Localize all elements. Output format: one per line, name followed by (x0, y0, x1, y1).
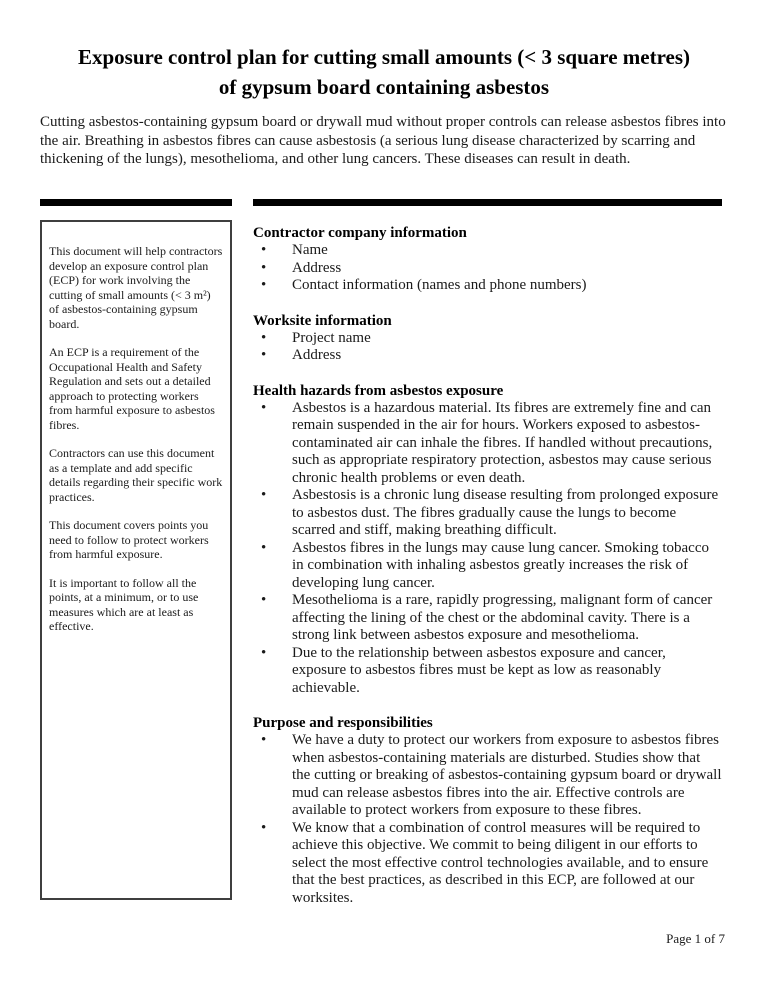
content-section (253, 714, 722, 907)
bullet-item: • Name (253, 242, 722, 260)
bullet-item: • We know that a combination of control measures will be required to achieve this objective. We commit to being diligent in our efforts to select the most effective control technologies available, and to ensure that the best practices, as described in this ECP, are followed at our worksites. (253, 820, 722, 908)
sidebar-paragraph: This document will help contractors develop an exposure control plan (ECP) for work involving the cutting of small amounts (< 3 m²) of asbestos-containing gypsum board. (49, 244, 223, 331)
content-section (253, 382, 722, 698)
sidebar-column (40, 199, 232, 900)
bullet-item: • Project name (253, 330, 722, 348)
bullet-item: • Asbestos fibres in the lungs may cause lung cancer. Smoking tobacco in combination with inhaling asbestos greatly increases the risk of developing lung cancer. (253, 540, 722, 593)
left-divider-bar (40, 199, 232, 206)
sidebar-paragraph: This document covers points you need to follow to protect workers from harmful exposure. (49, 518, 209, 561)
right-divider-bar (253, 199, 722, 206)
bullet-item: • Address (253, 347, 722, 365)
section-heading: Health hazards from asbestos exposure (253, 382, 504, 399)
sidebar-box (40, 220, 232, 900)
content-section (253, 224, 722, 295)
bullet-item: • Contact information (names and phone numbers) (253, 277, 722, 295)
bullet-list (253, 732, 722, 907)
bullet-list (253, 400, 722, 698)
section-heading: Contractor company information (253, 225, 467, 241)
intro-paragraph: Cutting asbestos-containing gypsum board or drywall mud without proper controls can release asbestos fibres into the air. Breathing in asbestos fibres can cause asbestosis (a serious lung disease characterized by scarring and thickening of the lungs), mesothelioma, and other lung cancers. These diseases can result in death. (40, 114, 726, 167)
bullet-item: • Asbestos is a hazardous material. Its fibres are extremely fine and can remain suspended in the air for hours. Workers exposed to asbestos-contaminated air can inhale the fibres. If handled without precautions, such as appropriate respiratory protection, asbestos may cause serious chronic health problems or even death. (253, 400, 722, 488)
bullet-list (253, 330, 722, 365)
main-content (253, 224, 722, 907)
sidebar-paragraph: It is important to follow all the points, at a minimum, or to use measures which are at least as effective. (49, 575, 199, 633)
bullet-item: • Mesothelioma is a rare, rapidly progressing, malignant form of cancer affecting the lining of the chest or the abdominal cavity. There is a strong link between asbestos exposure and mesothelioma. (253, 592, 722, 645)
bullet-list (253, 242, 722, 295)
bullet-item: • Asbestosis is a chronic lung disease resulting from prolonged exposure to asbestos dust. The fibres gradually cause the lungs to become scarred and stiff, making breathing difficult. (253, 487, 722, 540)
page-title-line-1: Exposure control plan for cutting small amounts (< 3 square metres) (77, 45, 691, 69)
sidebar-paragraph: An ECP is a requirement of the Occupational Health and Safety Regulation and sets out a detailed approach to protecting workers from harmful exposure to asbestos fibres. (49, 345, 215, 432)
bullet-item: • Address (253, 260, 722, 278)
sidebar-paragraph: Contractors can use this document as a template and add specific details regarding their specific work practices. (49, 446, 223, 504)
main-column (253, 199, 722, 924)
bullet-item: • We have a duty to protect our workers from exposure to asbestos fibres when asbestos-containing materials are disturbed. Studies show that the cutting or breaking of asbestos-containing gypsum board or drywall mud can release asbestos fibres into the air. Effective controls are available to protect workers from exposure to these fibres. (253, 732, 722, 820)
bullet-item: • Due to the relationship between asbestos exposure and cancer, exposure to asbestos fibres must be kept as low as reasonably achievable. (253, 645, 722, 698)
content-section (253, 312, 722, 365)
section-heading: Purpose and responsibilities (253, 715, 433, 731)
page-number: Page 1 of 7 (666, 931, 725, 946)
page-title-line-2: of gypsum board containing asbestos (218, 75, 550, 99)
section-heading: Worksite information (253, 312, 392, 329)
page-title (20, 42, 748, 102)
